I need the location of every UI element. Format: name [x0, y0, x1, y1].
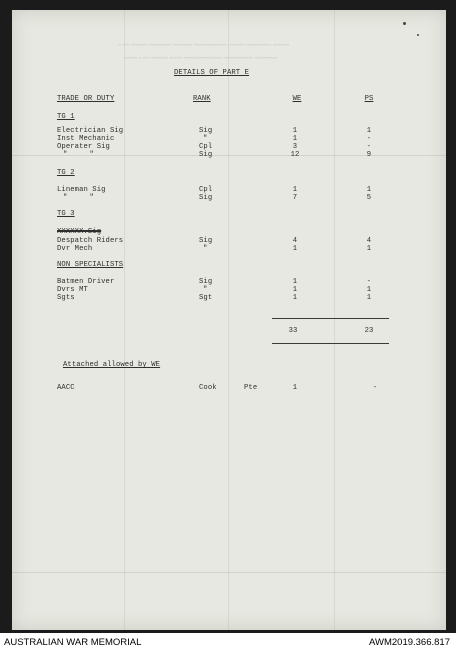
section-heading-tg2: TG 2: [57, 169, 75, 177]
table-cell-trade: Sgts: [57, 294, 75, 302]
table-cell-ps: 1: [366, 186, 372, 194]
table-cell-ps: 1: [366, 245, 372, 253]
table-cell-ps: 9: [366, 151, 372, 159]
table-cell-trade: Operater Sig: [57, 143, 110, 151]
table-cell-ps: 1: [366, 286, 372, 294]
attached-heading: Attached allowed by WE: [63, 361, 161, 369]
table-cell-we: 1: [292, 127, 298, 135]
table-cell-rank: ": [203, 286, 208, 294]
show-through-text: ~ ~~ ~~~~~ ~~~~~~~ ~~~~~~ ~~~~~~~~~~ ~~~~~ ~~~~~~~~ ~~~~~: [118, 43, 290, 49]
table-cell-ps: 5: [366, 194, 372, 202]
table-cell-rank: Cpl: [199, 143, 213, 151]
table-cell-ps: 1: [366, 127, 372, 135]
total-rule-bottom: [272, 343, 389, 344]
table-cell-trade: Lineman Sig: [57, 186, 106, 194]
table-cell-rank: Sig: [199, 237, 213, 245]
show-through-text: ~~~~ ~ ~~ ~~~~~ ~~~~ ~~~~~~~~~~~~ ~~~~~~~~~ ~~~~~~~: [124, 56, 278, 62]
table-cell-ps: 1: [366, 294, 372, 302]
header-rank: RANK: [193, 95, 211, 103]
table-cell-we: 1: [292, 286, 298, 294]
header-trade: TRADE OR DUTY: [57, 95, 115, 103]
total-rule-top: [272, 318, 389, 319]
section-heading-tg3: TG 3: [57, 210, 75, 218]
table-cell-we: 1: [292, 294, 298, 302]
document-title: DETAILS OF PART E: [174, 69, 250, 77]
table-cell-rank: Sig: [199, 151, 213, 159]
table-cell-we: 7: [292, 194, 298, 202]
header-ps: PS: [364, 95, 374, 103]
footer-credit: AUSTRALIAN WAR MEMORIAL: [4, 637, 142, 648]
table-cell-we: 1: [292, 245, 298, 253]
corner-mark: [403, 22, 406, 25]
attached-trade: Cook: [199, 384, 217, 392]
table-cell-rank: Cpl: [199, 186, 213, 194]
table-cell-trade: " ": [63, 194, 94, 202]
footer-accession-number: AWM2019.366.817: [369, 637, 450, 648]
fold-line: [228, 10, 229, 630]
table-cell-we: 1: [292, 135, 298, 143]
table-cell-ps: -: [366, 135, 372, 143]
table-cell-we: 4: [292, 237, 298, 245]
table-cell-we: 1: [292, 278, 298, 286]
table-cell-rank: Sig: [199, 194, 213, 202]
attached-rank: Pte: [244, 384, 258, 392]
table-cell-we: 12: [290, 151, 300, 159]
table-cell-ps: 4: [366, 237, 372, 245]
table-cell-rank: Sig: [199, 278, 213, 286]
table-cell-trade: Despatch Riders: [57, 237, 124, 245]
footer-bar: [0, 633, 456, 653]
fold-line: [334, 10, 335, 630]
section-heading-tg1: TG 1: [57, 113, 75, 121]
table-cell-rank: Sgt: [199, 294, 213, 302]
struck-out-text: XXXXXX.Sig: [57, 228, 102, 236]
attached-ps: -: [372, 384, 378, 392]
header-we: WE: [292, 95, 302, 103]
table-cell-trade: Dvr Mech: [57, 245, 93, 253]
table-cell-rank: Sig: [199, 127, 213, 135]
table-cell-trade: Dvrs MT: [57, 286, 88, 294]
table-cell-trade: " ": [63, 151, 94, 159]
table-cell-we: 1: [292, 186, 298, 194]
total-we: 33: [288, 327, 298, 335]
table-cell-rank: ": [203, 135, 208, 143]
fold-line: [12, 572, 446, 573]
table-cell-trade: Batmen Driver: [57, 278, 115, 286]
section-heading-non-specialists: NON SPECIALISTS: [57, 261, 124, 269]
table-cell-trade: Inst Mechanic: [57, 135, 115, 143]
fold-line: [124, 10, 125, 630]
table-cell-we: 3: [292, 143, 298, 151]
table-cell-trade: Electrician Sig: [57, 127, 124, 135]
attached-we: 1: [292, 384, 298, 392]
attached-unit: AACC: [57, 384, 75, 392]
total-ps: 23: [364, 327, 374, 335]
table-cell-rank: ": [203, 245, 208, 253]
corner-mark: [417, 34, 419, 36]
table-cell-ps: -: [366, 278, 372, 286]
table-cell-ps: -: [366, 143, 372, 151]
